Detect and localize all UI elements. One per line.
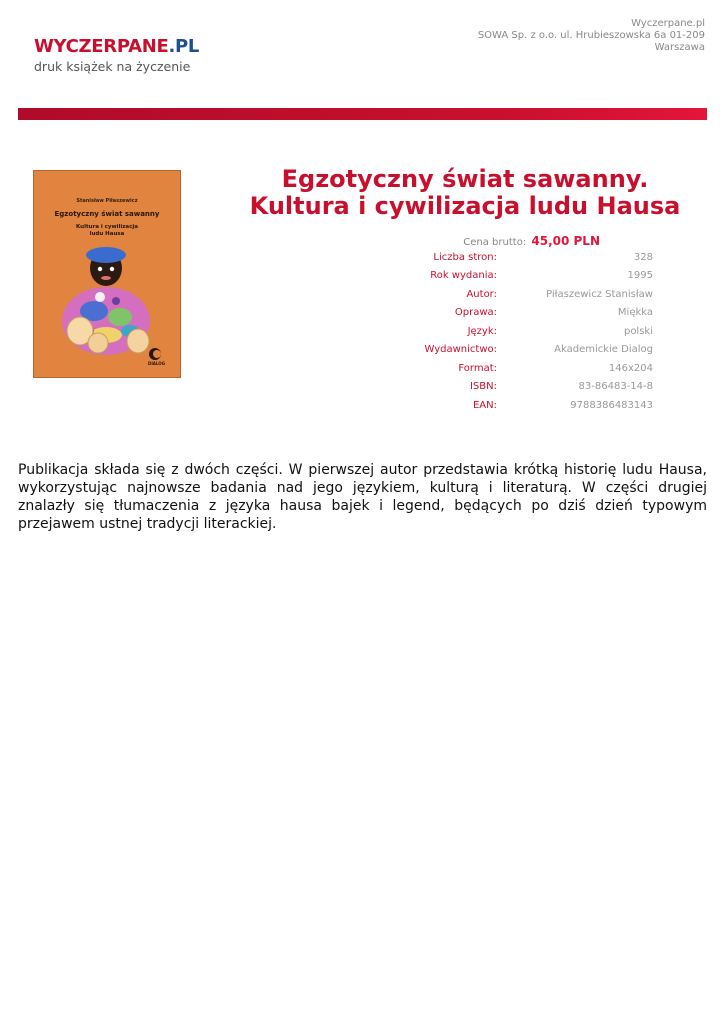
detail-value: Piłaszewicz Stanisław bbox=[546, 288, 653, 300]
detail-row bbox=[340, 341, 653, 360]
cover-subtitle-line1: Kultura i cywilizacja bbox=[75, 224, 138, 230]
detail-value: 9788386483143 bbox=[570, 399, 653, 411]
book-title-line1: Egzotyczny świat sawanny. bbox=[281, 165, 649, 193]
detail-label: Liczba stron: bbox=[433, 251, 497, 263]
detail-label: Język: bbox=[467, 325, 497, 337]
detail-row bbox=[340, 248, 653, 267]
price-label: Cena brutto: bbox=[463, 237, 527, 248]
cover-author: Stanisław Piłaszewicz bbox=[76, 198, 138, 204]
detail-value: polski bbox=[623, 325, 653, 337]
book-title-line2: Kultura i cywilizacja ludu Hausa bbox=[249, 192, 681, 220]
logo-tagline: druk książek na życzenie bbox=[34, 59, 191, 74]
detail-label: Rok wydania: bbox=[430, 270, 497, 282]
company-street: SOWA Sp. z o.o. ul. Hrubieszowska 6a 01-209 bbox=[477, 30, 705, 41]
detail-label: Oprawa: bbox=[454, 307, 497, 319]
detail-value: 83-86483-14-8 bbox=[578, 381, 653, 393]
book-details bbox=[340, 248, 653, 415]
detail-value: Akademickie Dialog bbox=[554, 344, 653, 356]
detail-row bbox=[340, 396, 653, 415]
logo[interactable] bbox=[34, 36, 199, 74]
detail-row bbox=[340, 304, 653, 323]
company-city: Warszawa bbox=[654, 42, 705, 53]
detail-label: Format: bbox=[458, 362, 497, 374]
cover-subtitle-line2: ludu Hausa bbox=[89, 231, 125, 237]
logo-wordmark-red: WYCZERPANE bbox=[34, 36, 169, 57]
price-value: 45,00 PLN bbox=[531, 234, 600, 248]
book-cover-image bbox=[33, 170, 181, 378]
price bbox=[300, 234, 600, 248]
detail-row bbox=[340, 322, 653, 341]
detail-label: EAN: bbox=[472, 399, 497, 411]
detail-value: 1995 bbox=[627, 270, 653, 282]
detail-label: ISBN: bbox=[469, 381, 497, 393]
header-divider bbox=[18, 108, 707, 120]
detail-value: 146x204 bbox=[608, 362, 653, 374]
company-name: Wyczerpane.pl bbox=[631, 18, 705, 29]
cover-subtitle bbox=[34, 224, 180, 238]
detail-row bbox=[340, 378, 653, 397]
company-address bbox=[478, 18, 705, 54]
detail-row bbox=[340, 285, 653, 304]
detail-value: Miękka bbox=[617, 307, 653, 319]
book-description: Publikacja składa się z dwóch części. W pierwszej autor przedstawia krótką historię ludu Hausa, wykorzystując najnowsze badania nad jego językiem, kulturą i literaturą. W części drugiej znalazły się tłumaczenia z języka hausa bajek i legend, będących po dziś dzień typowym przejawem ustnej tradycji literackiej. bbox=[18, 462, 707, 532]
logo-wordmark-blue: .PL bbox=[168, 36, 200, 57]
detail-value: 328 bbox=[633, 251, 653, 263]
detail-label: Wydawnictwo: bbox=[424, 344, 497, 356]
cover-publisher: DIALOG bbox=[148, 361, 165, 366]
detail-row bbox=[340, 267, 653, 286]
book-title bbox=[205, 166, 725, 220]
detail-label: Autor: bbox=[466, 288, 497, 300]
detail-row bbox=[340, 359, 653, 378]
logo-wordmark bbox=[34, 36, 199, 58]
cover-title: Egzotyczny świat sawanny bbox=[54, 210, 160, 218]
